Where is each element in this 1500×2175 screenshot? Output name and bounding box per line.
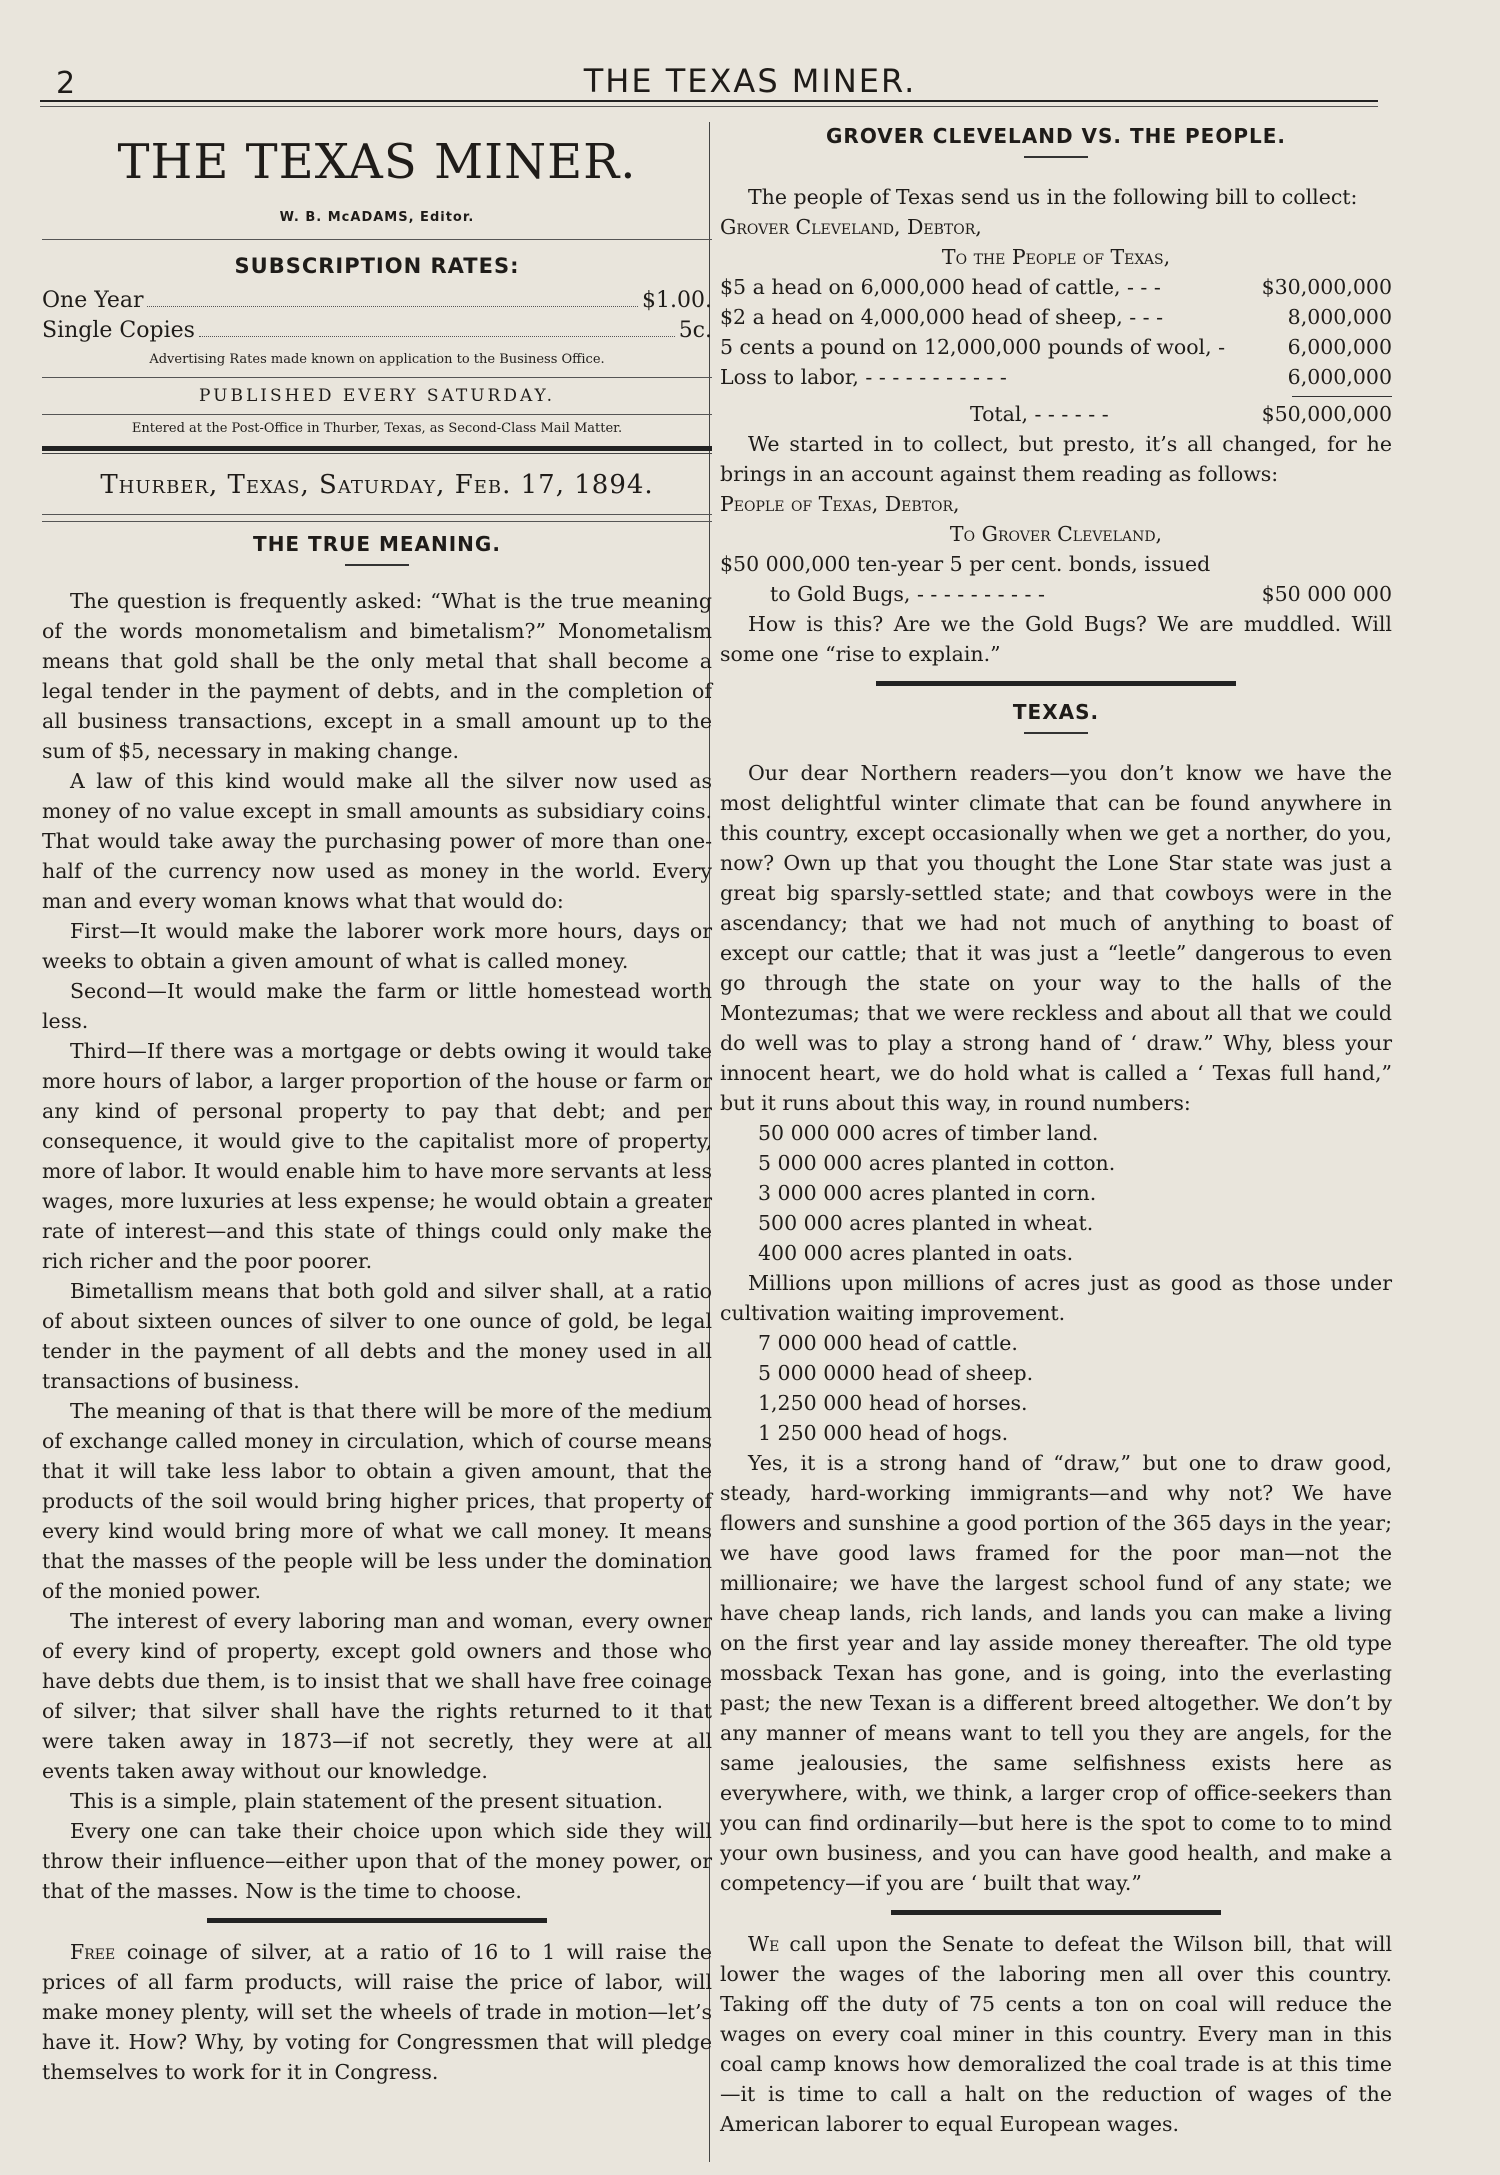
- acreage-item: 3 000 000 acres planted in corn.: [758, 1181, 1097, 1205]
- livestock-item: 5 000 0000 head of sheep.: [758, 1361, 1034, 1385]
- running-header: [0, 56, 1500, 116]
- total-amount: $50,000,000: [1261, 402, 1392, 426]
- right-column: [720, 122, 1392, 2139]
- left-column: [42, 122, 712, 2087]
- free-coinage-paragraph: [42, 1937, 712, 2087]
- lead-word: Free: [70, 1940, 116, 1964]
- paragraph-text: call upon the Senate to defeat the Wilson bill, that will lower the wages of the laboring men all over this country. Taking off the duty of 75 cents a ton on coal will reduce the wages on every coal miner in this country. Every man in this coal camp knows how demoralized the coal trade is at this time—it is time to call a halt on the reduction of wages of the American laborer to equal European wages.: [720, 1932, 1392, 2136]
- dateline: Thurber, Texas, Saturday, Feb. 17, 1894.: [100, 470, 654, 500]
- editor-line: W. B. McADAMS, Editor.: [279, 210, 475, 225]
- bill-line: [720, 362, 1392, 392]
- divider: [42, 453, 712, 454]
- heavy-rule: [876, 681, 1236, 686]
- paragraph: This is a simple, plain statement of the present situation.: [70, 1789, 664, 1813]
- leader-dots: [199, 336, 675, 337]
- bill-item: $2 a head on 4,000,000 head of sheep, - - -: [720, 305, 1164, 329]
- acreage-item: 500 000 acres planted in wheat.: [758, 1211, 1094, 1235]
- postal-note: Entered at the Post-Office in Thurber, Texas, as Second-Class Mail Matter.: [131, 421, 623, 436]
- livestock-item: 7 000 000 head of cattle.: [758, 1331, 1018, 1355]
- leader-dots: [147, 306, 638, 307]
- header-rule: [40, 100, 1378, 102]
- article-body: [42, 586, 712, 1906]
- livestock-item: 1,250 000 head of horses.: [758, 1391, 1028, 1415]
- paragraph: Yes, it is a strong hand of “draw,” but one to draw good, steady, hard-working immigrants—and why not? We have flowers and sunshine a good portion of the 365 days in the year; we have good laws framed for the poor man—not the millionaire; we have the largest school fund of any state; we have cheap lands, rich lands, and lands you can make a living on the first year and lay asside money thereafter. The old type mossback Texan has gone, and is going, into the everlasting past; the new Texan is a different breed altogether. We don’t by any manner of means want to tell you they are angels, for the same jealousies, the same selfishness exists here as everywhere, with, we think, a larger crop of office-seekers than you can find ordinarily—but here is the spot to come to to mind your own business, and you can have good health, and make a competency—if you are ‘ built that way.”: [720, 1451, 1392, 1895]
- bill-total: [720, 399, 1392, 429]
- article-headline: TEXAS.: [1012, 700, 1100, 724]
- rate-row: [42, 286, 712, 316]
- advertising-note: Advertising Rates made known on application to the Business Office.: [149, 352, 605, 367]
- bill-item: 5 cents a pound on 12,000,000 pounds of wool, -: [720, 335, 1226, 359]
- running-title: THE TEXAS MINER.: [583, 62, 917, 100]
- livestock-item: 1 250 000 head of hogs.: [758, 1421, 1009, 1445]
- rate-label: One Year: [42, 288, 144, 313]
- short-rule: [345, 564, 409, 566]
- article-headline: THE TRUE MEANING.: [253, 532, 501, 556]
- bill-creditor: To the People of Texas,: [941, 245, 1171, 269]
- paragraph: Millions upon millions of acres just as good as those under cultivation waiting improvement.: [720, 1271, 1392, 1325]
- paragraph: The interest of every laboring man and woman, every owner of every kind of property, except gold owners and those who have debts due them, is to insist that we shall have free coinage of silver; that silver shall have the rights returned to it that were taken away in 1873—if not secretly, they were at all events taken away without our knowledge.: [42, 1609, 712, 1783]
- divider: [42, 514, 712, 515]
- rate-row: [42, 316, 712, 346]
- paragraph: Second—It would make the farm or little homestead worth less.: [42, 979, 712, 1033]
- paragraph: Every one can take their choice upon which side they will throw their influence—either upon that of the money power, or that of the masses. Now is the time to choose.: [42, 1819, 712, 1903]
- bill-line: [720, 302, 1392, 332]
- bill-amount: 6,000,000: [1287, 365, 1392, 389]
- heavy-rule: [42, 446, 712, 451]
- bill-item: to Gold Bugs, - - - - - - - - - -: [770, 582, 1045, 606]
- rate-price: $1.00.: [642, 288, 712, 313]
- acreage-item: 400 000 acres planted in oats.: [758, 1241, 1074, 1265]
- bill-line: [720, 332, 1392, 362]
- total-label: Total, - - - - - -: [970, 402, 1109, 426]
- bill-debtor: Grover Cleveland, Debtor,: [720, 215, 982, 239]
- bill-amount: $50 000 000: [1261, 582, 1392, 606]
- divider: [42, 414, 712, 415]
- bill-item: $5 a head on 6,000,000 head of cattle, - - -: [720, 275, 1161, 299]
- paragraph: Bimetallism means that both gold and silver shall, at a ratio of about sixteen ounces of silver to one ounce of gold, be legal tender in the payment of all debts and the money used in all transactions of business.: [42, 1279, 712, 1393]
- acreage-item: 50 000 000 acres of timber land.: [758, 1121, 1099, 1145]
- lead-word: We: [748, 1932, 780, 1956]
- bill-line: [720, 272, 1392, 302]
- bill-item: Loss to labor, - - - - - - - - - - -: [720, 365, 1007, 389]
- published-line: PUBLISHED EVERY SATURDAY.: [199, 386, 555, 406]
- subscription-heading: SUBSCRIPTION RATES:: [234, 254, 520, 278]
- short-rule: [1024, 156, 1088, 158]
- bill-amount: 6,000,000: [1287, 335, 1392, 359]
- bill-creditor: To Grover Cleveland,: [949, 522, 1163, 546]
- paragraph-text: coinage of silver, at a ratio of 16 to 1 will raise the prices of all farm products, will raise the price of labor, will make money plenty, will set the wheels of trade in motion—let’s have it. How? Why, by voting for Congressmen that will pledge themselves to work for it in Congress.: [42, 1940, 712, 2084]
- bill-amount: $30,000,000: [1261, 275, 1392, 299]
- paragraph: The people of Texas send us in the following bill to collect:: [748, 185, 1358, 209]
- article-headline: GROVER CLEVELAND VS. THE PEOPLE.: [826, 124, 1286, 148]
- bill-debtor: People of Texas, Debtor,: [720, 492, 960, 516]
- rate-label: Single Copies: [42, 318, 195, 343]
- masthead-title: THE TEXAS MINER.: [117, 134, 637, 190]
- wilson-bill-paragraph: [720, 1929, 1392, 2139]
- divider: [42, 239, 712, 240]
- paragraph: How is this? Are we the Gold Bugs? We are muddled. Will some one “rise to explain.”: [720, 612, 1392, 666]
- heavy-rule: [207, 1918, 547, 1923]
- divider: [42, 521, 712, 522]
- page-number: 2: [56, 66, 76, 101]
- bill-amount: 8,000,000: [1287, 305, 1392, 329]
- paragraph: We started in to collect, but presto, it’s all changed, for he brings in an account against them reading as follows:: [720, 432, 1392, 486]
- paragraph: Our dear Northern readers—you don’t know we have the most delightful winter climate that can be found anywhere in this country, except occasionally when we get a norther, do you, now? Own up that you thought the Lone Star state was just a great big sparsly-settled state; and that cowboys were in the ascendancy; that we had not much of anything to boast of except our cattle; that it was just a “leetle” dangerous to even go through the state on your way to the halls of the Montezumas; that we were reckless and about all that we could do well was to play a strong hand of ‘ draw.” Why, bless your innocent heart, we do hold what is called a ‘ Texas full hand,” but it runs about this way, in round numbers:: [720, 761, 1392, 1115]
- paragraph: Third—If there was a mortgage or debts owing it would take more hours of labor, a larger proportion of the house or farm or any kind of personal property to pay that debt; and per consequence, it would give to the capitalist more of property, more of labor. It would enable him to have more servants at less wages, more luxuries at less expense; he would obtain a greater rate of interest—and this state of things could only make the rich richer and the poor poorer.: [42, 1039, 712, 1273]
- header-rule-thin: [40, 106, 1378, 107]
- paragraph: First—It would make the laborer work more hours, days or weeks to obtain a given amount of what is called money.: [42, 919, 712, 973]
- short-rule: [1024, 732, 1088, 734]
- paragraph: The question is frequently asked: “What is the true meaning of the words monometalism and bimetalism?” Monometalism means that gold shall be the only metal that shall become a legal tender in the payment of debts, and in the completion of all business transactions, except in a small amount up to the sum of $5, necessary in making change.: [42, 589, 712, 763]
- total-rule: [1292, 396, 1392, 397]
- bonds-line: $50 000,000 ten-year 5 per cent. bonds, issued: [720, 552, 1211, 576]
- paragraph: A law of this kind would make all the silver now used as money of no value except in small amounts as subsidiary coins. That would take away the purchasing power of more than one-half of the currency now used as money in the world. Every man and every woman knows what that would do:: [42, 769, 712, 913]
- rate-price: 5c.: [678, 318, 712, 343]
- divider: [42, 377, 712, 378]
- acreage-item: 5 000 000 acres planted in cotton.: [758, 1151, 1116, 1175]
- paragraph: The meaning of that is that there will be more of the medium of exchange called money in circulation, which of course means that it will take less labor to obtain a given amount, that the products of the soil would bring higher prices, that property of every kind would bring more of what we call money. It means that the masses of the people will be less under the domination of the monied power.: [42, 1399, 712, 1603]
- heavy-rule: [891, 1910, 1221, 1915]
- bill-line: [720, 579, 1392, 609]
